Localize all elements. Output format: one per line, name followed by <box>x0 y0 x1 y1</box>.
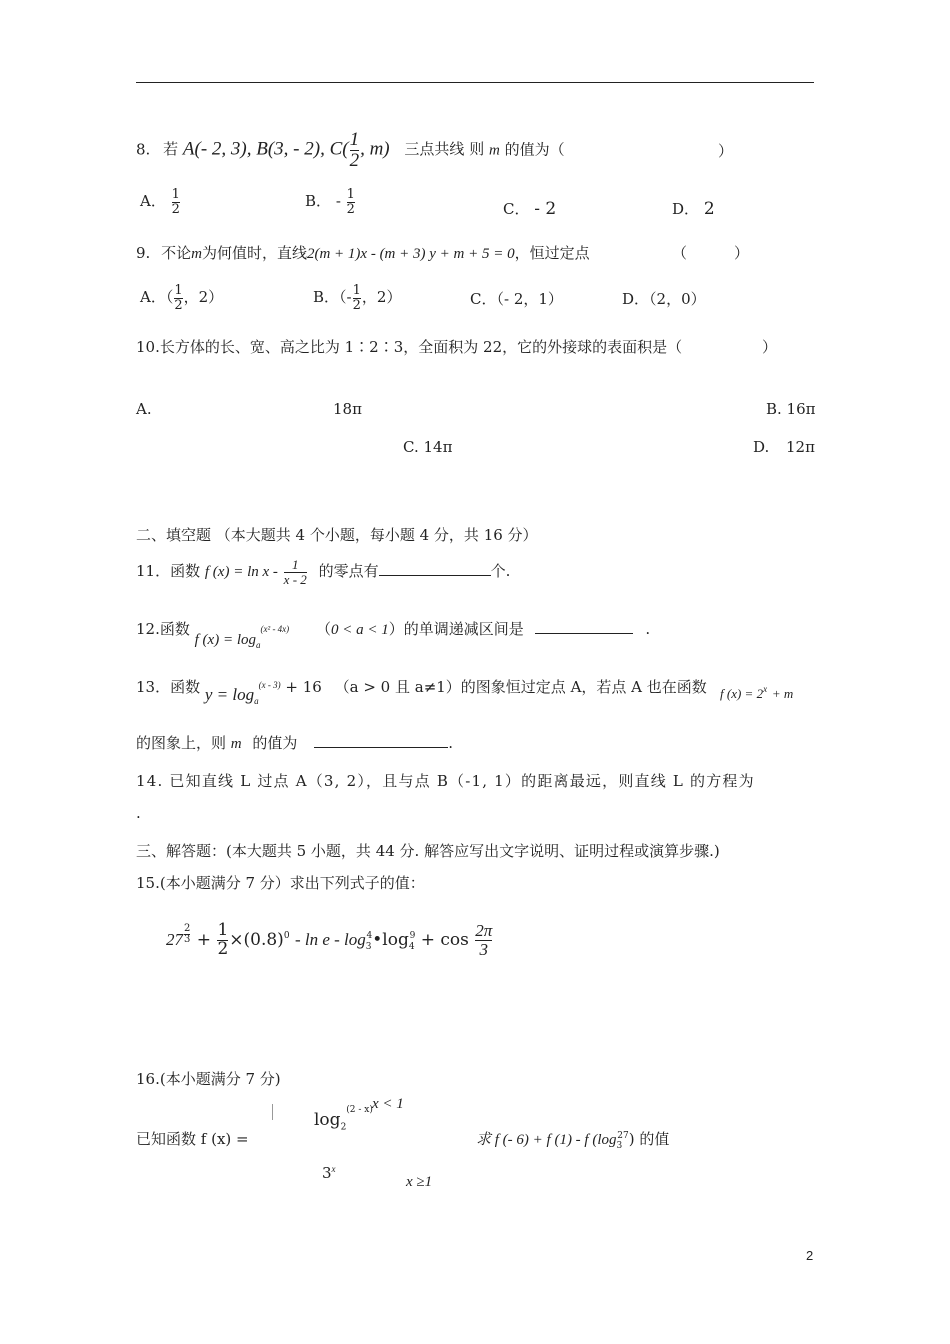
expression: 求 f (- 6) + f (1) - f (log <box>476 1132 617 1148</box>
option-value: ，2） <box>183 288 224 307</box>
variable: m <box>191 246 202 262</box>
piecewise-case-1 <box>314 1105 373 1133</box>
option-value: 2，0） <box>656 290 706 308</box>
exponent: x <box>331 1164 336 1174</box>
option-d-label: D. <box>753 438 770 456</box>
option-value: 2 <box>703 199 715 219</box>
question-10: 10.长方体的长、宽、高之比为 1∶2∶3，全面积为 22，它的外接球的表面积是（ <box>136 338 683 356</box>
fraction <box>350 130 360 171</box>
log-argument: 4 <box>366 931 373 942</box>
numerator: 1 <box>352 283 361 298</box>
option-a-value: 18π <box>333 400 362 418</box>
question-number: 9. <box>136 244 151 262</box>
text: ，恒过定点 <box>514 244 590 262</box>
numerator: 1 <box>291 557 299 572</box>
question-9 <box>136 242 590 263</box>
denominator: 3 <box>479 939 489 959</box>
brace-mark <box>272 1104 273 1120</box>
option-label: B． <box>305 192 332 211</box>
denominator: 2 <box>171 201 180 217</box>
answer-blank <box>379 575 491 576</box>
question-number: 12.函数 <box>136 620 190 638</box>
text: 不论 <box>161 244 192 262</box>
paren: （ <box>165 288 174 307</box>
numerator: 1 <box>349 129 360 150</box>
option-a <box>140 284 223 312</box>
numerator: 1 <box>171 187 180 202</box>
option-b: B. 16π <box>766 400 816 418</box>
variable: m <box>488 142 500 159</box>
expression: + cos <box>420 929 469 950</box>
paren: （ <box>496 290 504 308</box>
option-c <box>470 288 563 309</box>
option-label: C． <box>470 290 497 308</box>
option-b <box>313 284 401 312</box>
log-base: a <box>254 696 259 706</box>
text: 三点共线 则 <box>404 140 485 159</box>
option-label: A． <box>140 192 166 211</box>
expression: log <box>382 929 409 950</box>
option-label: B． <box>313 288 340 307</box>
answer-blank <box>314 747 448 748</box>
option-label: D． <box>622 290 650 308</box>
fraction <box>172 188 180 216</box>
answer-paren-close: ） <box>718 142 734 160</box>
text: 的值为（ <box>504 140 565 159</box>
text: 的图象上，则 <box>136 734 227 752</box>
option-value: ，2） <box>361 288 402 307</box>
text: 若 <box>163 140 179 159</box>
minus-sign: - <box>335 192 341 211</box>
question-16-title: 16.(本小题满分 7 分) <box>136 1070 281 1088</box>
function-expression: f (x) = 2 <box>720 686 764 701</box>
question-12 <box>136 618 651 650</box>
question-16 <box>136 1128 249 1149</box>
piecewise-case-2 <box>322 1164 336 1182</box>
case-condition: x < 1 <box>372 1096 404 1112</box>
answer-paren-close: ） <box>734 244 750 262</box>
function-expression: f (x) = ln x - <box>204 564 278 581</box>
fraction <box>284 558 307 586</box>
option-label: C． <box>503 200 530 218</box>
denominator: 2 <box>346 201 355 217</box>
log-base: 4 <box>408 942 415 953</box>
fraction <box>347 188 355 216</box>
denominator: 2 <box>352 297 361 313</box>
points-expression-end: , m) <box>360 138 390 160</box>
numerator: 1 <box>346 187 355 202</box>
log-argument: (x - 3) <box>258 680 281 690</box>
condition: 0 < a < 1 <box>330 622 389 638</box>
log-base: 3 <box>616 1141 623 1151</box>
option-a <box>140 188 181 216</box>
option-d <box>622 288 706 309</box>
answer-paren-close: ） <box>762 338 778 356</box>
function-expression: y = log <box>204 685 255 704</box>
option-value: - 2 <box>534 199 557 219</box>
text: （a > 0 且 a≠1）的图象恒过定点 A，若点 A 也在函数 <box>334 678 707 696</box>
question-14: 14. 已知直线 L 过点 A（3, 2），且与点 B（-1, 1）的距离最远，则直线 L 的方程为 <box>136 772 755 790</box>
option-value: - 2，1） <box>504 290 563 308</box>
option-d <box>672 198 715 219</box>
option-label: D． <box>672 200 700 218</box>
answer-blank <box>535 633 633 634</box>
numerator: 1 <box>217 920 229 940</box>
numerator: 2 <box>184 922 191 934</box>
question-13 <box>136 676 707 706</box>
text: ) 的值 <box>628 1130 670 1148</box>
exponent: 0 <box>283 931 290 942</box>
question-8 <box>136 130 565 171</box>
expression: log <box>314 1110 341 1130</box>
denominator: x - 2 <box>283 571 307 587</box>
log-argument: (x² - 4x) <box>260 624 290 634</box>
variable: m <box>230 736 242 752</box>
operator: • <box>372 929 383 950</box>
text: . <box>448 734 453 752</box>
paren: （ <box>315 620 331 638</box>
log-argument: 27 <box>617 1131 629 1141</box>
exponent: x <box>763 684 768 694</box>
option-a-label: A. <box>136 400 152 418</box>
option-b <box>305 188 356 216</box>
fraction <box>353 284 361 312</box>
question-16-ask <box>476 1128 669 1151</box>
question-number: 13．函数 <box>136 678 201 696</box>
log-base: 2 <box>340 1122 347 1133</box>
fraction <box>174 284 182 312</box>
base: 27 <box>166 929 183 949</box>
exponent-fraction <box>184 924 190 946</box>
denominator: 2 <box>349 149 360 171</box>
text: ）的单调递减区间是 <box>388 620 524 638</box>
question-11 <box>136 558 510 586</box>
paren: （ <box>339 288 347 307</box>
points-expression: A(- 2, 3), B(3, - 2), C( <box>182 138 349 160</box>
option-c <box>503 198 556 219</box>
question-number: 11．函数 <box>136 562 201 581</box>
text: . <box>645 620 651 638</box>
question-number: 8. <box>136 140 151 159</box>
question-15-title: 15.(本小题满分 7 分）求出下列式子的值： <box>136 874 425 892</box>
operator: + <box>196 929 212 950</box>
header-rule <box>136 82 814 83</box>
answer-end: . <box>136 804 141 822</box>
expression: ×(0.8) <box>229 929 284 950</box>
numerator: 2π <box>475 921 493 940</box>
text: 的值为 <box>252 734 298 752</box>
log-argument: 9 <box>409 931 416 942</box>
denominator: 2 <box>174 297 183 313</box>
function-expression: + m <box>771 686 794 701</box>
answer-paren-open: （ <box>672 244 688 262</box>
minus-sign: - <box>346 288 352 307</box>
denominator: 2 <box>217 938 229 959</box>
log-base: 3 <box>365 942 372 953</box>
case-condition: x ≥1 <box>406 1174 433 1190</box>
function-expression: f (x) = log <box>194 632 256 648</box>
page-number: 2 <box>806 1248 814 1263</box>
text: 已知函数 f (x) = <box>136 1130 249 1148</box>
option-c: C. 14π <box>403 438 453 456</box>
section-heading: 二、填空题 （本大题共 4 个小题，每小题 4 分，共 16 分） <box>136 526 538 544</box>
line-equation: 2(m + 1)x - (m + 3) y + m + 5 = 0 <box>306 246 515 262</box>
text: 个. <box>490 562 511 581</box>
paren: （ <box>649 290 657 308</box>
question-13-line2 <box>136 732 453 753</box>
option-d-value: 12π <box>786 438 815 456</box>
fraction <box>217 922 228 959</box>
denominator: 3 <box>184 934 191 946</box>
expression: - ln e - log <box>294 929 366 949</box>
log-base: a <box>256 640 261 650</box>
function-g <box>720 684 793 702</box>
text: 为何值时，直线 <box>201 244 307 262</box>
section-heading: 三、解答题：(本大题共 5 小题，共 44 分. 解答应写出文字说明、证明过程或演算步骤.) <box>136 842 720 860</box>
constant: + 16 <box>285 678 322 696</box>
option-label: A． <box>140 288 166 307</box>
text: 的零点有 <box>318 562 379 581</box>
fraction <box>475 922 492 959</box>
expression: 3 <box>322 1164 332 1182</box>
numerator: 1 <box>174 283 183 298</box>
q15-expression <box>166 922 493 959</box>
log-argument: (2 - x) <box>346 1105 373 1116</box>
